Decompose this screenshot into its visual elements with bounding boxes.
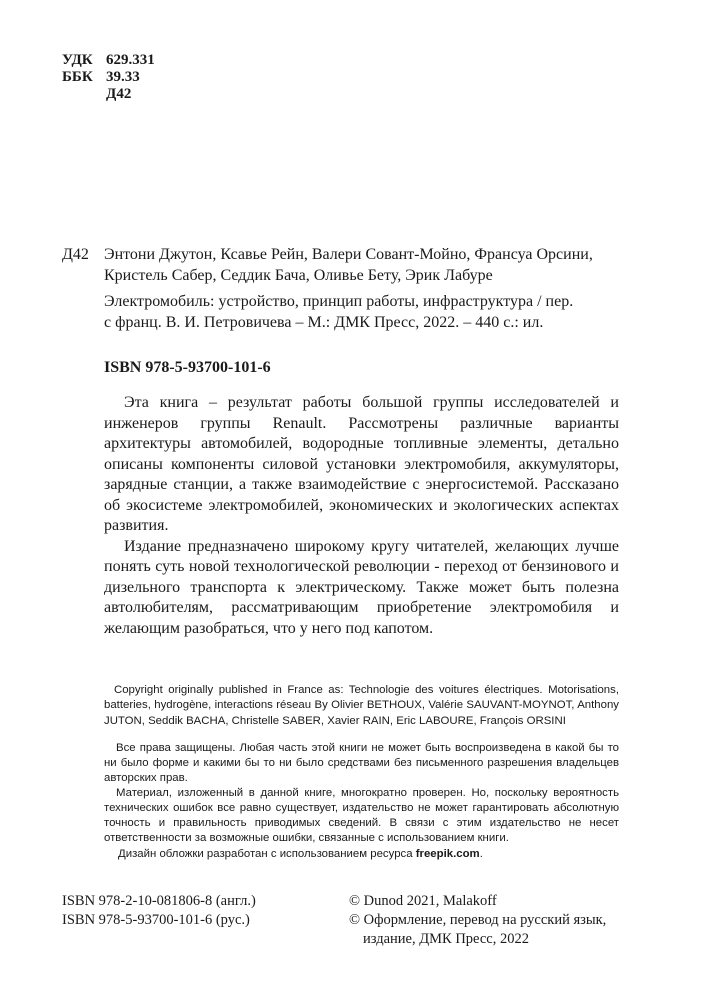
author-mark-row [62,86,155,103]
bbk-row [62,69,155,86]
bbk-label: ББК [62,69,93,85]
authors-line-2: Кристель Сабер, Седдик Бача, Оливье Бету, Эрик Лабуре [104,267,493,284]
cover-credit-period: . [479,848,483,860]
rights-paragraph-1: Все права защищены. Любая часть этой книги не может быть воспроизведена в какой бы то ни было форме и какими бы то ни было средствами без письменного разрешения владельцев авторских прав. [104,742,619,784]
cover-credit [118,848,483,860]
copyright-russian-line-2: издание, ДМК Пресс, 2022 [363,931,529,947]
annotation [104,393,619,639]
cover-credit-text: Дизайн обложки разработан с использованием ресурса [118,848,413,860]
authors-line-1: Энтони Джутон, Ксавье Рейн, Валери Совант-Мойно, Франсуа Орсини, [104,246,593,263]
annotation-paragraph-2: Издание предназначено широкому кругу читателей, желающих лучше понять суть новой технологической революции - переход от бензинового и дизельного транспорта к электрическому. Также может быть полезна автолюбителям, рассматривающим приобретение электромобиля и желающим разобраться, что у него под капотом. [104,537,619,637]
copyright-original: © Dunod 2021, Malakoff [349,893,497,909]
udk-value: 629.331 [106,52,155,68]
isbn-original: ISBN 978-2-10-081806-8 (англ.) [62,893,256,909]
copyright-note-text: Copyright originally published in France as: Technologie des voitures électriques. Motorisations, batteries, hydrogène, interactions réseau By Olivier BETHOUX, Valérie SAUVANT-MOYNOT, Anthony JUTON, Seddik BACHA, Christelle SABER, Xavier RAIN, Eric LABOURE, François ORSINI [104,684,619,727]
isbn-russian: ISBN 978-5-93700-101-6 (рус.) [62,912,250,928]
entry-isbn: ISBN 978-5-93700-101-6 [104,359,271,376]
title-line-2: с франц. В. И. Петровичева – М.: ДМК Пресс, 2022. – 440 с.: ил. [104,314,544,331]
rights-paragraph-2: Материал, изложенный в данной книге, многократно проверен. Но, поскольку вероятность технических ошибок все равно существует, издательство не может гарантировать абсолютную точность и правильность приводимых сведений. В связи с этим издательство не несет ответственности за возможные ошибки, связанные с использованием книги. [104,787,619,844]
udk-label: УДК [62,52,93,68]
entry-mark: Д42 [62,246,89,263]
classification-block [62,52,155,103]
bbk-value: 39.33 [106,69,140,85]
copyright-note [104,683,619,729]
annotation-paragraph-1: Эта книга – результат работы большой группы исследователей и инженеров группы Renault. Рассмотрены различные варианты архитектуры автомобилей, водородные топливные элементы, детально описаны компоненты силовой установки электромобиля, аккумуляторы, зарядные станции, а также взаимодействие с энергосистемой. Рассказано об экосистеме электромобилей, экономических и экологических аспектах развития. [104,394,619,534]
udk-row [62,52,155,69]
cover-credit-resource: freepik.com [415,848,480,860]
author-mark: Д42 [106,86,132,102]
title-line-1: Электромобиль: устройство, принцип работы, инфраструктура / пер. [104,293,574,310]
rights-block [104,741,619,846]
copyright-russian-line-1: © Оформление, перевод на русский язык, [349,912,607,928]
